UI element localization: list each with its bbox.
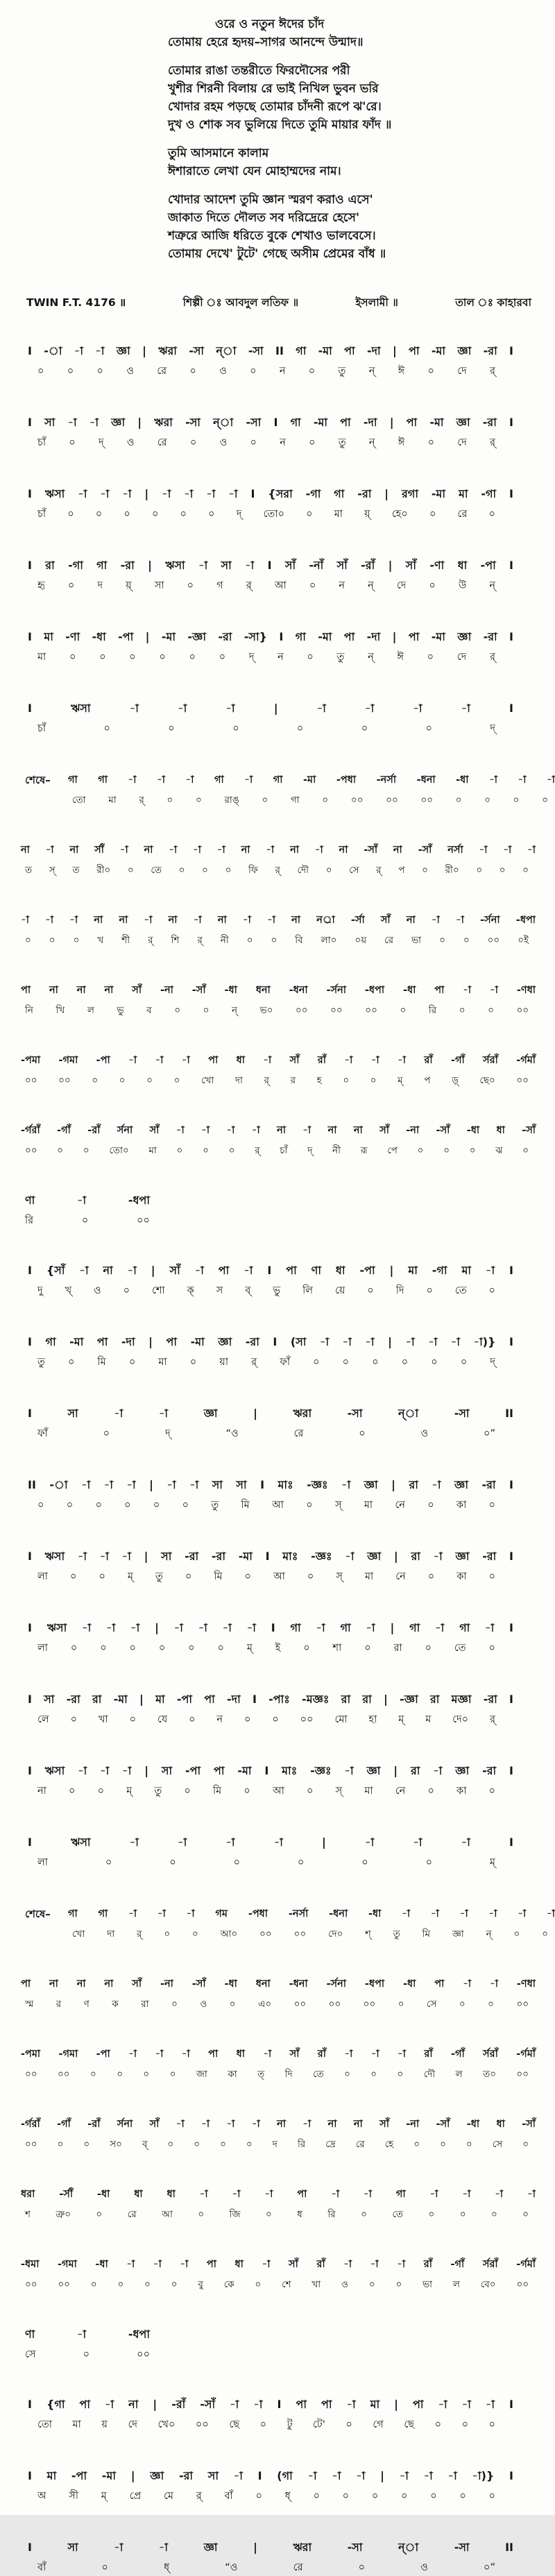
- notes-row: I সা -রা রা -মা | মা -পা পা -দা I -পাঃ -মজ্ঞঃ রা রা | -জ্ঞা রা মজ্ঞা -রা I: [28, 1693, 513, 1706]
- lyrics-line: তোমায় হেরে হৃদয়–সাগর আনন্দে উন্মাদ॥: [168, 35, 364, 49]
- bols-row: মা ০ ০ ০ ০ ০ ০ দ্ ন ০ তু ন্ ঈ ০ দে র্: [37, 652, 495, 663]
- notation-line: [28, 1834, 555, 1871]
- bols-row: হৃ ০ দ য়্ সা ০ গ র্ আ ০ ন ন্ দে ০ উ ন্: [37, 580, 495, 591]
- notation-line: [21, 912, 555, 949]
- lyrics-line: খোদার আদেশ তুমি জ্ঞান স্মরণ করাও এসে': [168, 193, 373, 207]
- lyrics-stanza: [168, 62, 548, 134]
- notation-line: [25, 1192, 555, 1229]
- notes-row: -পমা -গমা -পা -া -া -া পা ধা -া সাঁ রাঁ -া -া -া রাঁ -গাঁ র্সরাঁ -র্গমাঁ: [21, 1055, 536, 1066]
- lyrics-line: দুখ ও শোক সব ভুলিয়ে দিতে তুমি মায়ার ফাঁদ ॥: [168, 118, 392, 132]
- bols-row: শ ত্রু০ ০ রে আ ০ জি ০ ধ রি ০ তে ০ ০ ০ ০: [25, 2209, 529, 2220]
- artist-credit: শিল্পী ঃ আবদুল লতিফ ॥: [182, 296, 299, 309]
- notation-line: [21, 2256, 555, 2293]
- notes-row: -পমা -গমা -পা -া -া -া পা ধা -া সাঁ রাঁ -া -া -া রাঁ -গাঁ র্সরাঁ -র্গমাঁ: [21, 2049, 536, 2060]
- notes-row: I সা -া -া জ্ঞা | ঋরা -সা ন্া -সা II: [28, 1407, 513, 1420]
- notation-line: [21, 2046, 555, 2083]
- bols-row: চাঁ ০ ০ ০ ০ ০ ০ দ্: [37, 723, 495, 734]
- bols-row: না ০ ০ ম্ তু ০ মি ০ আ ০ স্ মা নে ০ কা ০: [37, 1786, 495, 1797]
- notation-line: [28, 414, 555, 451]
- notes-row: I সা -া -া জ্ঞা | ঋরা -সা ন্া -সা I গা -মা পা -দা | পা -মা জ্ঞা -রা I: [28, 416, 513, 429]
- genre-label: ইসলামী ॥: [355, 296, 398, 309]
- notation-line: [28, 557, 555, 594]
- notes-row: I মা -ণা -ধা -পা | -মা -জ্ঞা -রা -সা} I গা -মা পা -দা | পা -মা জ্ঞা -রা I: [28, 630, 513, 643]
- bols-row: লা ০ ০ ম্ তু ০ মি ০ আ ০ স্ মা নে ০ কা ০: [37, 1571, 495, 1582]
- bols-row: তো মা য় দে খে০ ০০ ছে ০ টু টে' ০ গে ছে ০ ০ ০: [37, 2419, 495, 2430]
- catalog-number: TWIN F.T. 4176 ॥: [26, 296, 126, 309]
- notation-line: [21, 772, 555, 808]
- notation-line: [28, 2468, 555, 2505]
- bols-row: ০ ০ ০ ও রে ০ ও ০ ন ০ তু ন্ ঈ ০ দে র্: [37, 366, 495, 377]
- notation-line: [28, 1620, 555, 1656]
- notation-line: [28, 1477, 555, 1514]
- notation-line: [28, 1691, 555, 1728]
- lyrics-line: তুমি আসমানে কালাম: [168, 146, 269, 160]
- notes-row: পা না না না সাঁ -না -সাঁ -ধা ধনা -ধনা -র্সনা -ধপা -ধা পা -া -া -ণধা: [21, 985, 536, 996]
- notation-line: [21, 982, 555, 1019]
- notation-line: [21, 842, 555, 879]
- notes-row: গা গা -া -া -া গম -পধা -নর্সা -ধনা -ধা -া -া -া -া -া -া: [68, 1908, 555, 1920]
- bols-row: খো দা র্ ০ ০ আ০ ০০ ০০ দে০ শ্ তু মি জ্ঞা ন্ ০ ০: [72, 1929, 548, 1940]
- bols-row: সে ০ ০০: [25, 2349, 150, 2360]
- bols-row: ০০ ০০ ০ ০ ০ ০ খো দা র্ র হ ০ ০ ম্ প ড়্ ছে০ ০০: [25, 1075, 529, 1086]
- lyrics-stanza: [168, 144, 548, 180]
- notes-row: I গা -মা পা -দা | পা -মা জ্ঞা -রা I (সা -া -া -া | -া -া -া -া)} I: [28, 1335, 513, 1348]
- notes-row: I সা -া -া জ্ঞা | ঋরা -সা ন্া -সা II: [28, 2541, 513, 2554]
- lyrics-stanza: [168, 191, 548, 263]
- notation-line: [28, 1262, 555, 1299]
- notation-line: [28, 700, 555, 737]
- lyrics-line: জাকাত দিতে দৌলত সব দরিদ্রেরে হেসে': [168, 211, 360, 225]
- bols-row: ০০ ০ ০ তো০ মা ০ ০ ০ র্ চাঁ দ্ নী রূ পে ০ ০ ০ ঝ ০: [25, 1145, 529, 1156]
- bols-row: চাঁ ০ ০ ০ ০ ০ ০ দ্ তো০ ০ মা য়্ হে০ ০ রে ০: [37, 509, 495, 520]
- notation-line: [28, 1334, 555, 1371]
- bols-row: লা ০ ০ ০ ০ ০ ০ ম্ ই ০ শা ০ রা ০ তে ০: [37, 1643, 495, 1654]
- notation-line: [28, 1548, 555, 1585]
- notes-row: I {সাঁ -া না -া | সাঁ -া পা -া I পা ণা ধা -পা | মা -গা মা -া I: [28, 1264, 513, 1277]
- notation-line: [28, 2396, 555, 2433]
- taal-label: তাল ঃ কাহারবা: [455, 296, 531, 309]
- bols-row: বাঁ ০ ধ্ “ও রে ০ ও ০”: [37, 2562, 495, 2573]
- lyrics-line: তোমায় দেখে' টুটে' গেছে অসীম প্রেমের বাঁধ ॥: [168, 247, 386, 261]
- bols-row: দু খ্ ও ০ শো ক্ স ব্ ভু লি য়ে ০ দি ০ তে ০: [37, 1285, 495, 1296]
- notes-row: না -া না র্সাঁ -া না -া -া -া না -া না -া না -সাঁ না -সাঁ নর্সা -া -া -া: [21, 845, 536, 856]
- notes-row: I ঋসা -া -া -া | -া -া -া -া I গা -া গা -া | গা -া গা -া I: [28, 1621, 513, 1634]
- notation-line: [28, 486, 555, 523]
- bols-row: তু ০ মি ০ মা ০ য়া র্ ফাঁ ০ ০ ০ ০ ০ ০ দ্: [37, 1357, 495, 1368]
- lyrics-line: খোদার রহম পড়ছে তোমার চাঁদনী রূপে ঝ'রে।: [168, 100, 382, 114]
- bols-row: ০ ০ ০ ০ ০ ০ তু মি আ ০ স্ মা নে ০ কা ০: [37, 1500, 495, 1511]
- notation-line: [28, 343, 555, 380]
- notation-line: [28, 629, 555, 666]
- lyrics-line: ওরে ও নতুন ঈদের চাঁদ: [215, 17, 325, 31]
- notes-row: ণা -া -ধপা: [25, 2328, 150, 2341]
- notation-line: [21, 2116, 555, 2153]
- notes-row: I -া -া -া জ্ঞা | ঋরা -সা ন্া -সা II গা -মা পা -দা | পা -মা জ্ঞা -রা I: [28, 344, 513, 357]
- notes-row: I {গা পা -া না | -রাঁ -সাঁ -া -া I পা পা -া মা | পা -া -া -া I: [28, 2398, 513, 2411]
- bols-row: ০০ ০ ০ স০ ব্ ০ ০ ০ ০ দ রি দ্রে রে হে ০ ০ ০ সে ০: [25, 2139, 529, 2150]
- notation-block: [0, 312, 555, 2576]
- notes-row: I ঋসা -া -া -া | সা -পা পা -মা I মাঃ -জ্ঞঃ -া জ্ঞা | রা -া জ্ঞা -রা I: [28, 1764, 513, 1777]
- notation-line: [28, 1763, 555, 1799]
- bols-row: ০০ ০০ ০ ০ ০ ০ জা কা ত্ দি তে ০ ০ ০ দৌ ল ত০ ০০: [25, 2069, 529, 2080]
- notation-line: [28, 1405, 555, 1442]
- bols-row: ত স্ ত রী০ ০ তে ০ ০ ০ ফি র্ দৌ ০ সে র্ প ০ রী০ ০ ০ ০: [25, 865, 529, 876]
- bols-row: ০০ ০০ ০ ০ ০ ০ বু কে ০ শে খা ও ০ ০ ভা ল বে০ ০০: [25, 2279, 529, 2290]
- notation-line: [21, 1906, 555, 1942]
- section-label: শেষে–: [25, 1908, 51, 1920]
- notation-line: [28, 2539, 555, 2576]
- notation-line: [21, 1052, 555, 1089]
- bols-row: চাঁ ০ দ্ ও রে ০ ও ০ ন ০ তু ন্ ঈ ০ দে র্: [37, 437, 495, 448]
- bols-row: লে ০ খা ০ যে ০ ন ০ ০ ০০ মো হা ম্ ম দে০ র্: [37, 1714, 495, 1725]
- notes-row: -া -া -া না না -া না -া না -া -া না নর্া -র্সা সাঁ না -া -া -র্সনা -ধপা: [21, 915, 536, 926]
- notes-row: -র্গরাঁ -গাঁ -রাঁ র্সনা সাঁ -া -া -া -া না -া না না সাঁ -না -সাঁ -ধা ধা -সাঁ: [21, 2119, 536, 2130]
- bols-row: স্ম র ণ ক রা ০ ও ০ এ০ ০০ ০০ ০০ ০ সে ০ ০ ০০: [25, 1999, 529, 2010]
- notes-row: I ঋসা -া -া -া -া | -া -া -া I: [28, 1836, 513, 1849]
- lyrics-block: [0, 0, 555, 263]
- notes-row: I ঋসা -া -া -া | -া -া -া -া I {সরা -গা গা -রা | রগা -মা মা -গা I: [28, 487, 513, 500]
- lyrics-line: ঈশারাতে লেখা যেন মোহাম্মদের নাম।: [168, 164, 341, 178]
- notes-row: I ঋসা -া -া -া | সা -রা -রা -মা I মাঃ -জ্ঞঃ -া জ্ঞা | রা -া জ্ঞা -রা I: [28, 1550, 513, 1563]
- bols-row: রি ০ ০০: [25, 1215, 150, 1226]
- lyrics-line: তোমার রাঙা তন্তরীতে ফিরদৌসের পরী: [168, 64, 350, 78]
- lyrics-line: খুশীর শিরনী বিলায় রে ভাই নিখিল ভুবন ভরি: [168, 82, 379, 96]
- notation-line: [21, 2186, 555, 2223]
- notes-row: I রা -গা গা -রা | ঋসা -া সা -া I সাঁ -নাঁ সাঁ -রাঁ | সাঁ -ণা ধা -পা I: [28, 559, 513, 572]
- bols-row: লা ০ ০ ০ ০ ০ ০ ম্: [37, 1857, 495, 1868]
- notation-line: [21, 1976, 555, 2012]
- notation-line: [25, 2326, 555, 2363]
- bols-row: অ সী ম্ প্রে মে র্ বাঁ ০ ধ্ ০ ০ ০ ০ ০ ০ ০: [37, 2491, 495, 2502]
- notes-row: II -া -া -া -া | -া -া সা সা I মাঃ -জ্ঞঃ -া জ্ঞা | রা -া জ্ঞা -রা I: [28, 1478, 513, 1491]
- notes-row: গা গা -া -া -া গা -া গা -মা -পধা -নর্সা -ধনা -ধা -া -া -া: [68, 774, 555, 786]
- notation-line: [21, 1122, 555, 1159]
- header-credits-row: [0, 273, 555, 312]
- bols-row: ০ ০ ০ খ শী র্ শি র্ নী ০ ০ বি লা০ ০য় রে ভা ০ ০ ০০ ০ই: [25, 935, 529, 946]
- bols-row: ফাঁ ০ দ্ “ও রে ০ ও ০”: [37, 1428, 495, 1439]
- notes-row: পা না না না সাঁ -না -সাঁ -ধা ধনা -ধনা -র্সনা -ধপা -ধা পা -া -া -ণধা: [21, 1978, 536, 1990]
- notes-row: I মা -পা -মা | জ্ঞা -রা সা -া I (গা -া -া -া | -া -া -া -া)} I: [28, 2469, 513, 2482]
- notes-row: ণা -া -ধপা: [25, 1194, 150, 1207]
- notes-row: I ঋসা -া -া -া | -া -া -া -া I: [28, 702, 513, 715]
- lyrics-line: শত্রুরে আজি ধরিতে বুকে শেখাও ভালবেসে।: [168, 229, 376, 243]
- bols-row: তো মা র্ ০ ০ রাঙ্ ০ গা ০ ০০ ০০ ০০ ০ ০ ০ ০: [72, 795, 548, 806]
- notes-row: ধরা -র্সাঁ -ধা ধা ধা -া -া -া পা -া -া গা -া -া -া -া: [21, 2189, 536, 2200]
- notes-row: -র্গরাঁ -গাঁ -রাঁ র্সনা সাঁ -া -া -া -া না -া না না সাঁ -না -সাঁ -ধা ধা -সাঁ: [21, 1125, 536, 1136]
- bols-row: নি খি ল ভু ব ০ ০ ন্ ভ০ ০০ ০০ ০০ ০ রি ০ ০ ০০: [25, 1005, 529, 1016]
- section-label: শেষে–: [25, 774, 51, 786]
- notes-row: -ধমা -গমা -ধা -া -া -া পা ধা -া সাঁ রাঁ -া -া -া রাঁ -গাঁ র্সরাঁ -র্গমাঁ: [21, 2259, 536, 2270]
- lyrics-stanza: [168, 15, 548, 51]
